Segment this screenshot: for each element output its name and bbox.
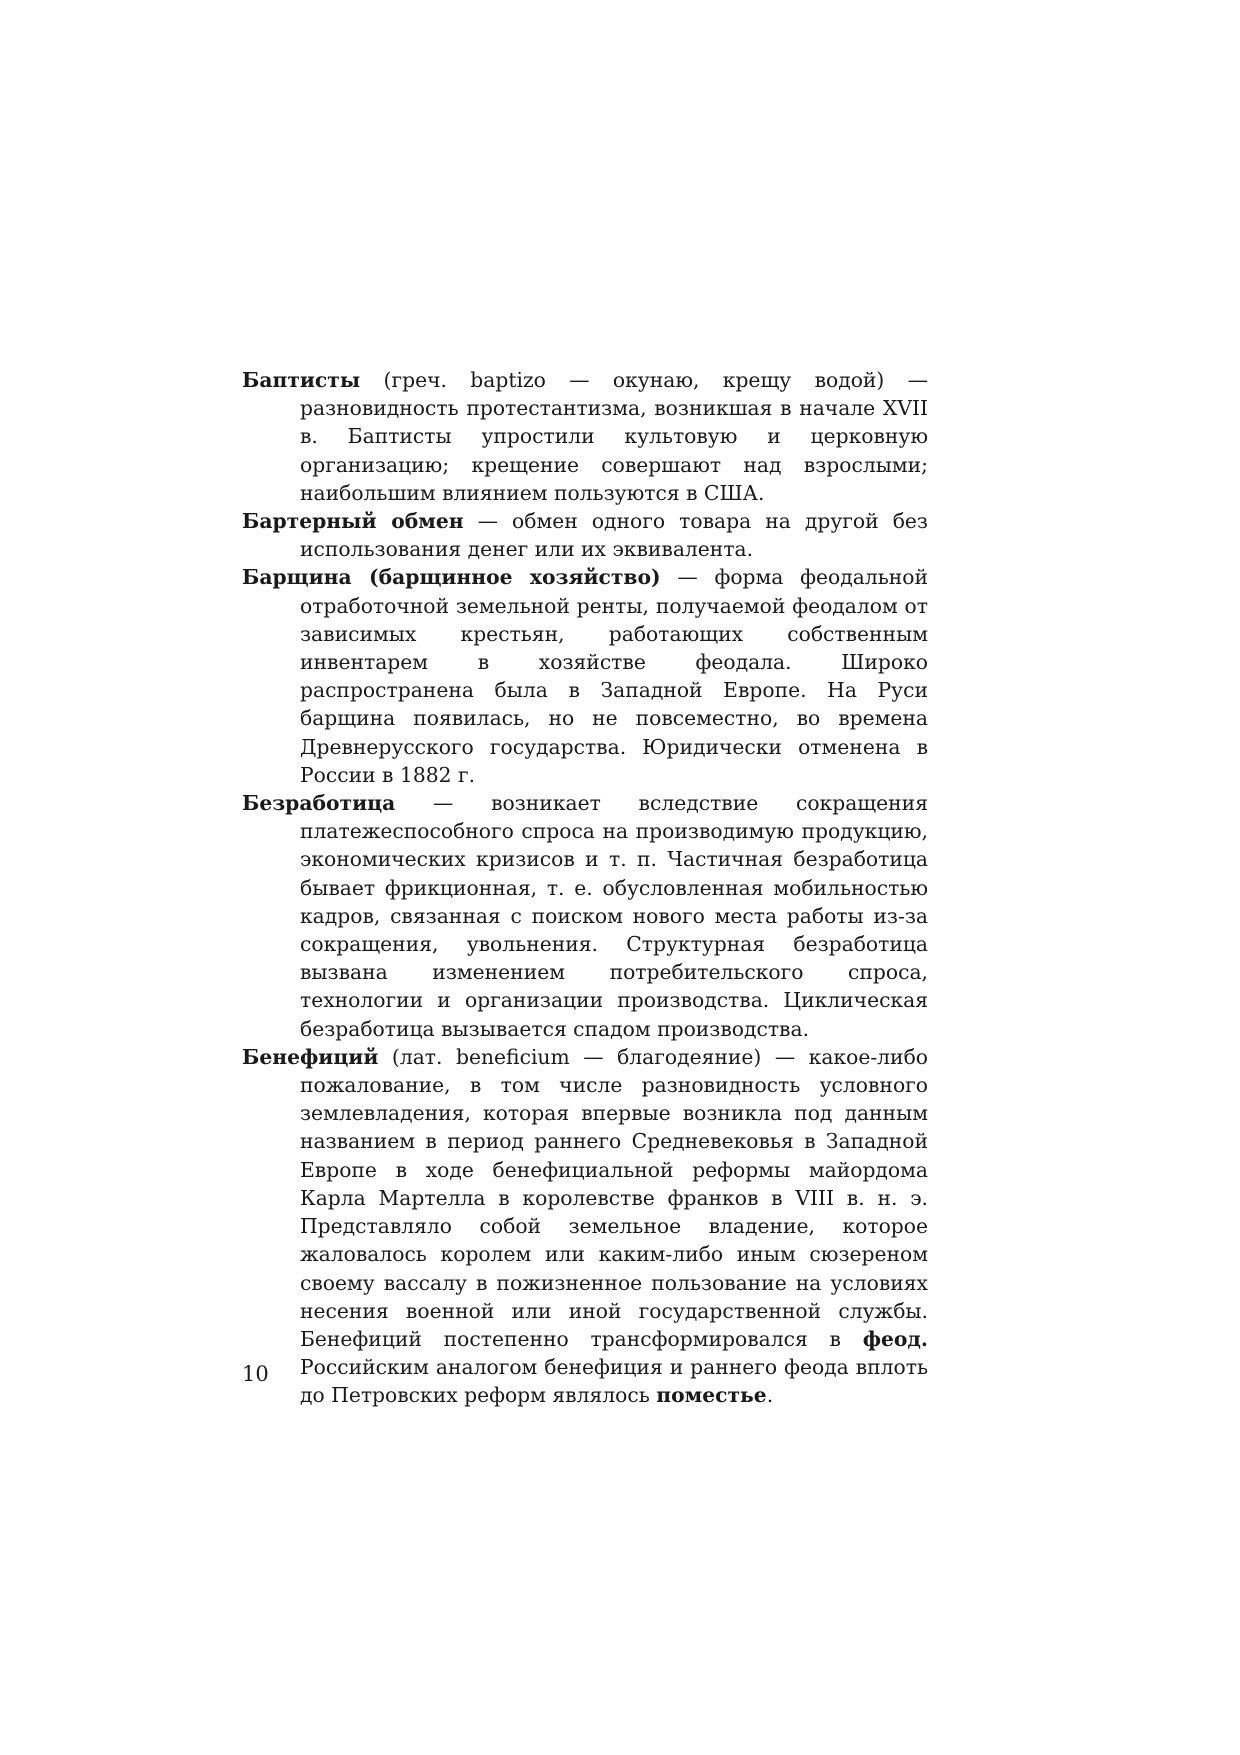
entry-baptists: [242, 366, 928, 507]
entry-term: Бенефиций: [242, 1044, 379, 1069]
dictionary-text: [242, 366, 928, 1410]
entry-term: Барщина (барщинное хозяйство): [242, 565, 661, 590]
entry-definition: — форма феодальной отработочной земельной ренты, получаемой феодалом от зависимых крестьян, работающих собственным инвентарем в хозяйстве феодала. Широко распространена была в Западной Европе. На Руси барщина появилась, но не повсеместно, во времена Древнерусского государства. Юридически отменена в России в 1882 г.: [300, 565, 928, 787]
page-number: 10: [242, 1362, 269, 1386]
entry-unemployment: [242, 789, 928, 1043]
entry-term: Безработица: [242, 791, 396, 816]
entry-term: Баптисты: [242, 368, 361, 392]
cross-reference-feud: феод.: [862, 1326, 928, 1351]
entry-definition: (лат. beneficium — благодеяние) — какое-либо пожалование, в том числе разновидность условного землевладения, которая впервые возникла под данным названием в период раннего Средневековья в Западной Европе в ходе бенефициальной реформы майордома Карла Мартелла в королевстве франков в VIII в. н. э. Представляло собой земельное владение, которое жаловалось королем или каким-либо иным сюзереном своему вассалу в пожизненное пользование на условиях несения военной или иной государственной службы. Бенефиций постепенно трансформировался в: [300, 1044, 928, 1351]
entry-benefice: [242, 1043, 928, 1410]
cross-reference-estate: поместье: [656, 1383, 767, 1408]
entry-definition-continued: Российским аналогом бенефиция и раннего феода вплоть до Петровских реформ являлось: [300, 1355, 928, 1408]
entry-definition-end: .: [766, 1383, 774, 1408]
entry-definition: — обмен одного товара на другой без использования денег или их эквивалента.: [300, 509, 928, 562]
entry-term: Бартерный обмен: [242, 509, 464, 534]
entry-definition: (греч. baptizo — окунаю, крещу водой) — разновидность протестантизма, возникшая в начале XVII в. Баптисты упростили культовую и церковную организацию; крещение совершают над взрослыми; наибольшим влиянием пользуются в США.: [300, 368, 928, 505]
entry-barter: [242, 507, 928, 563]
entry-corvee: [242, 563, 928, 789]
entry-definition: — возникает вследствие сокращения платежеспособного спроса на производимую продукцию, экономических кризисов и т. п. Частичная безработица бывает фрикционная, т. е. обусловленная мобильностью кадров, связанная с поиском нового места работы из-за сокращения, увольнения. Структурная безработица вызвана изменением потребительского спроса, технологии и организации производства. Циклическая безработица вызывается спадом производства.: [300, 791, 928, 1041]
